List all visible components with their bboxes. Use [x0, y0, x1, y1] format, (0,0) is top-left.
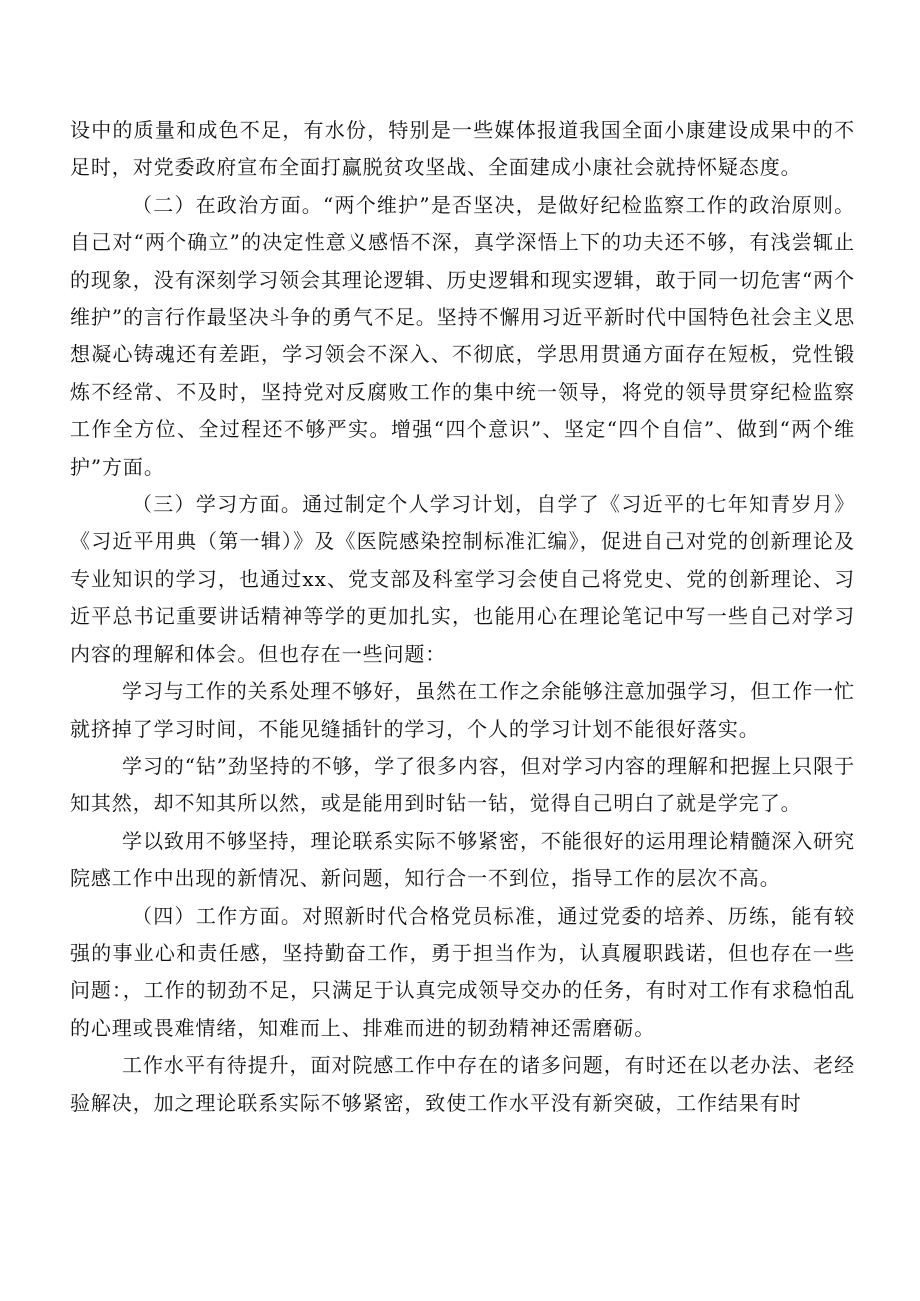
paragraph-work: （四）工作方面。对照新时代合格党员标准，通过党委的培养、历练，能有较强的事业心和责任感，坚持勤奋工作，勇于担当作为，认真履职践诺，但也存在一些问题：，工作的韧劲不足，只满足于认真完成领导交办的任务，有时对工作有求稳怕乱的心理或畏难情绪，知难而上、排难而进的韧劲精神还需磨砺。	[70, 903, 855, 1040]
paragraph-work-issue-1: 工作水平有待提升，面对院感工作中存在的诸多问题，有时还在以老办法、老经验解决，加之理论联系实际不够紧密，致使工作水平没有新突破，工作结果有时	[70, 1053, 855, 1115]
document-page	[70, 112, 855, 1122]
paragraph-political: （二）在政治方面。“两个维护”是否坚决，是做好纪检监察工作的政治原则。自己对“两个确立”的决定性意义感悟不深，真学深悟上下的功夫还不够，有浅尝辄止的现象，没有深刻学习领会其理论逻辑、历史逻辑和现实逻辑，敢于同一切危害“两个维护”的言行作最坚决斗争的勇气不足。坚持不懈用习近平新时代中国特色社会主义思想凝心铸魂还有差距，学习领会不深入、不彻底，学思用贯通方面存在短板，党性锻炼不经常、不及时，坚持党对反腐败工作的集中统一领导，将党的领导贯穿纪检监察工作全方位、全过程还不够严实。增强“四个意识”、坚定“四个自信”、做到“两个维护”方面。	[70, 192, 855, 479]
paragraph-study: （三）学习方面。通过制定个人学习计划，自学了《习近平的七年知青岁月》《习近平用典（第一辑）》及《医院感染控制标准汇编》，促进自己对党的创新理论及专业知识的学习，也通过xx、党支部及科室学习会使自己将党史、党的创新理论、习近平总书记重要讲话精神等学的更加扎实，也能用心在理论笔记中写一些自己对学习内容的理解和体会。但也存在一些问题：	[70, 492, 855, 666]
paragraph-study-issue-3: 学以致用不够坚持，理论联系实际不够紧密，不能很好的运用理论精髓深入研究院感工作中出现的新情况、新问题，知行合一不到位，指导工作的层次不高。	[70, 828, 855, 891]
paragraph-study-issue-1: 学习与工作的关系处理不够好，虽然在工作之余能够注意加强学习，但工作一忙就挤掉了学习时间，不能见缝插针的学习，个人的学习计划不能很好落实。	[70, 679, 855, 741]
paragraph-study-issue-2: 学习的“钻”劲坚持的不够，学了很多内容，但对学习内容的理解和把握上只限于知其然，却不知其所以然，或是能用到时钻一钻，觉得自己明白了就是学完了。	[70, 753, 855, 816]
paragraph-continuation: 设中的质量和成色不足，有水份，特别是一些媒体报道我国全面小康建设成果中的不足时，对党委政府宣布全面打赢脱贫攻坚战、全面建成小康社会就持怀疑态度。	[70, 118, 855, 180]
